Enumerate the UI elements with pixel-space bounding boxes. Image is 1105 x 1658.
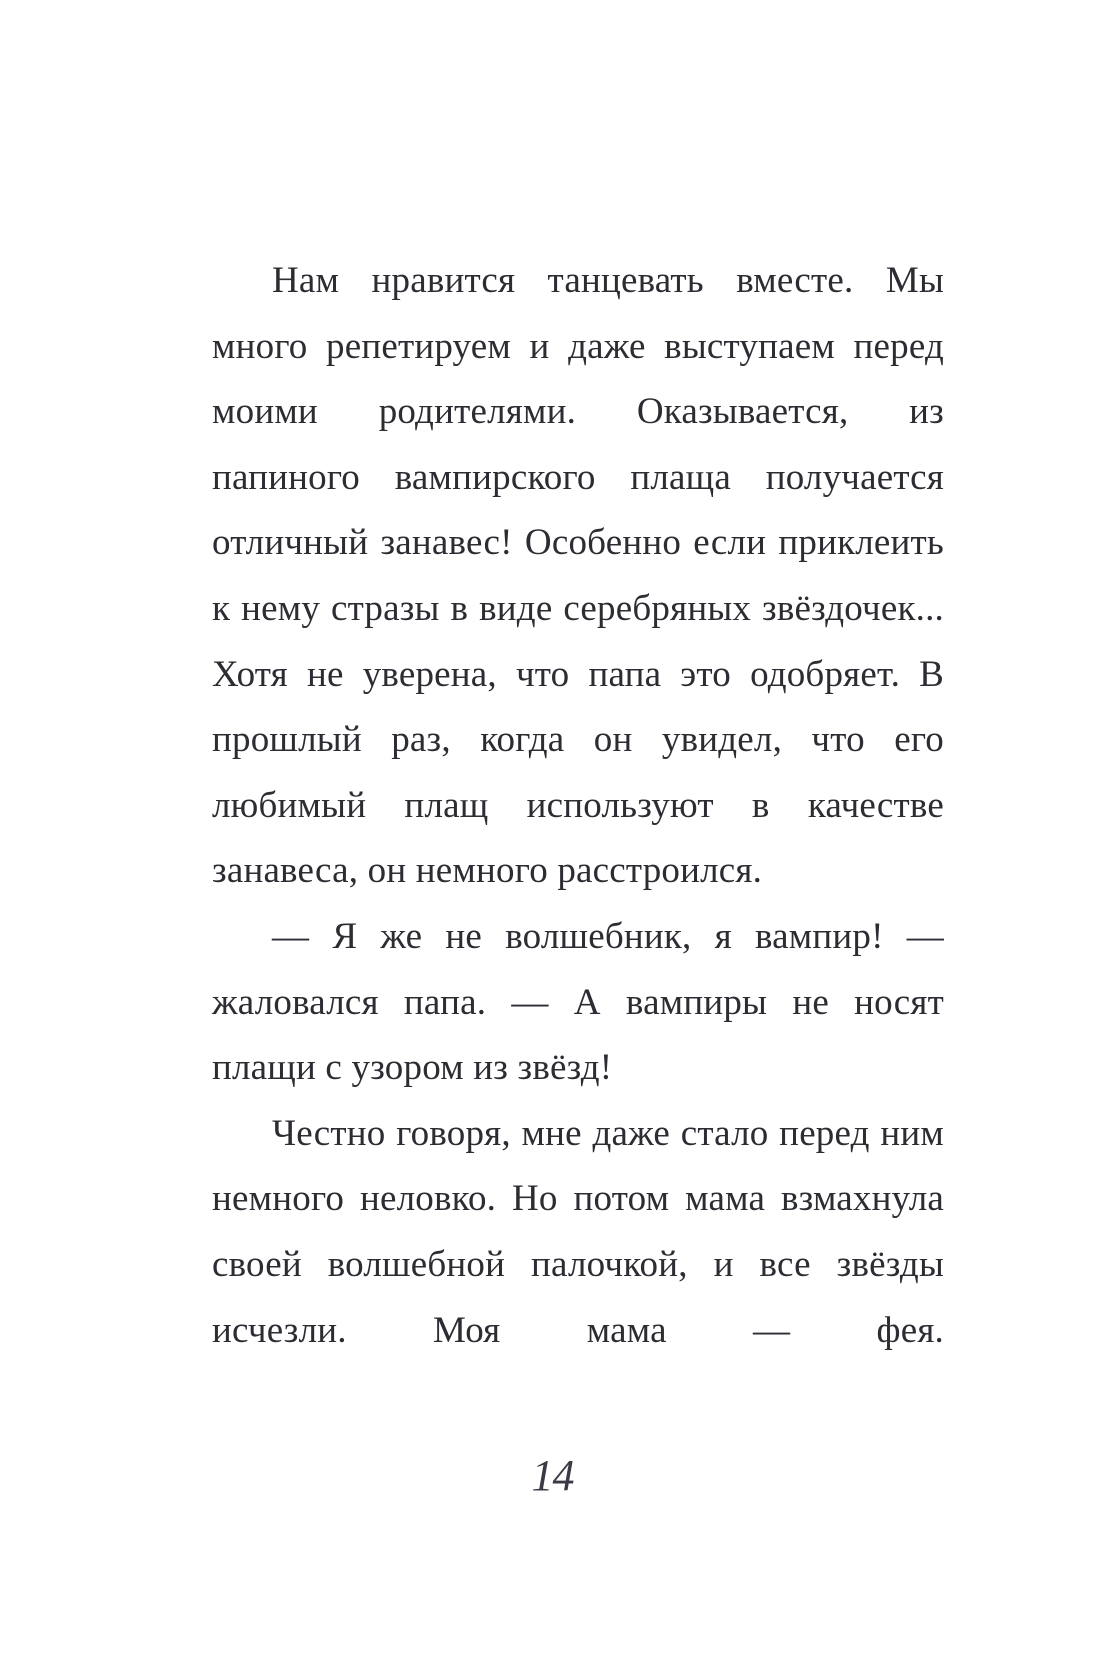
paragraph-2: — Я же не волшебник, я вампир! — жаловался папа. — А вампиры не носят плащи с узором из звёзд! — [212, 915, 944, 1089]
paragraph-3: Честно говоря, мне даже стало перед ним немного неловко. Но потом мама взмахнула своей волшебной палочкой, и все звёзды исчезли. Моя мама — фея. — [212, 1112, 944, 1351]
page-number: 14 — [531, 1451, 574, 1500]
page-body — [212, 248, 944, 1363]
paragraph-1: Нам нравится танцевать вместе. Мы много репетируем и даже выступаем перед моими родителями. Оказывается, из папиного вампирского плаща получается отличный занавес! Особенно если приклеить к нему стразы в виде серебряных звёздочек... Хотя не уверена, что папа это одобряет. В прошлый раз, когда он увидел, что его любимый плащ используют в качестве занавеса, он немного расстроился. — [212, 260, 944, 892]
